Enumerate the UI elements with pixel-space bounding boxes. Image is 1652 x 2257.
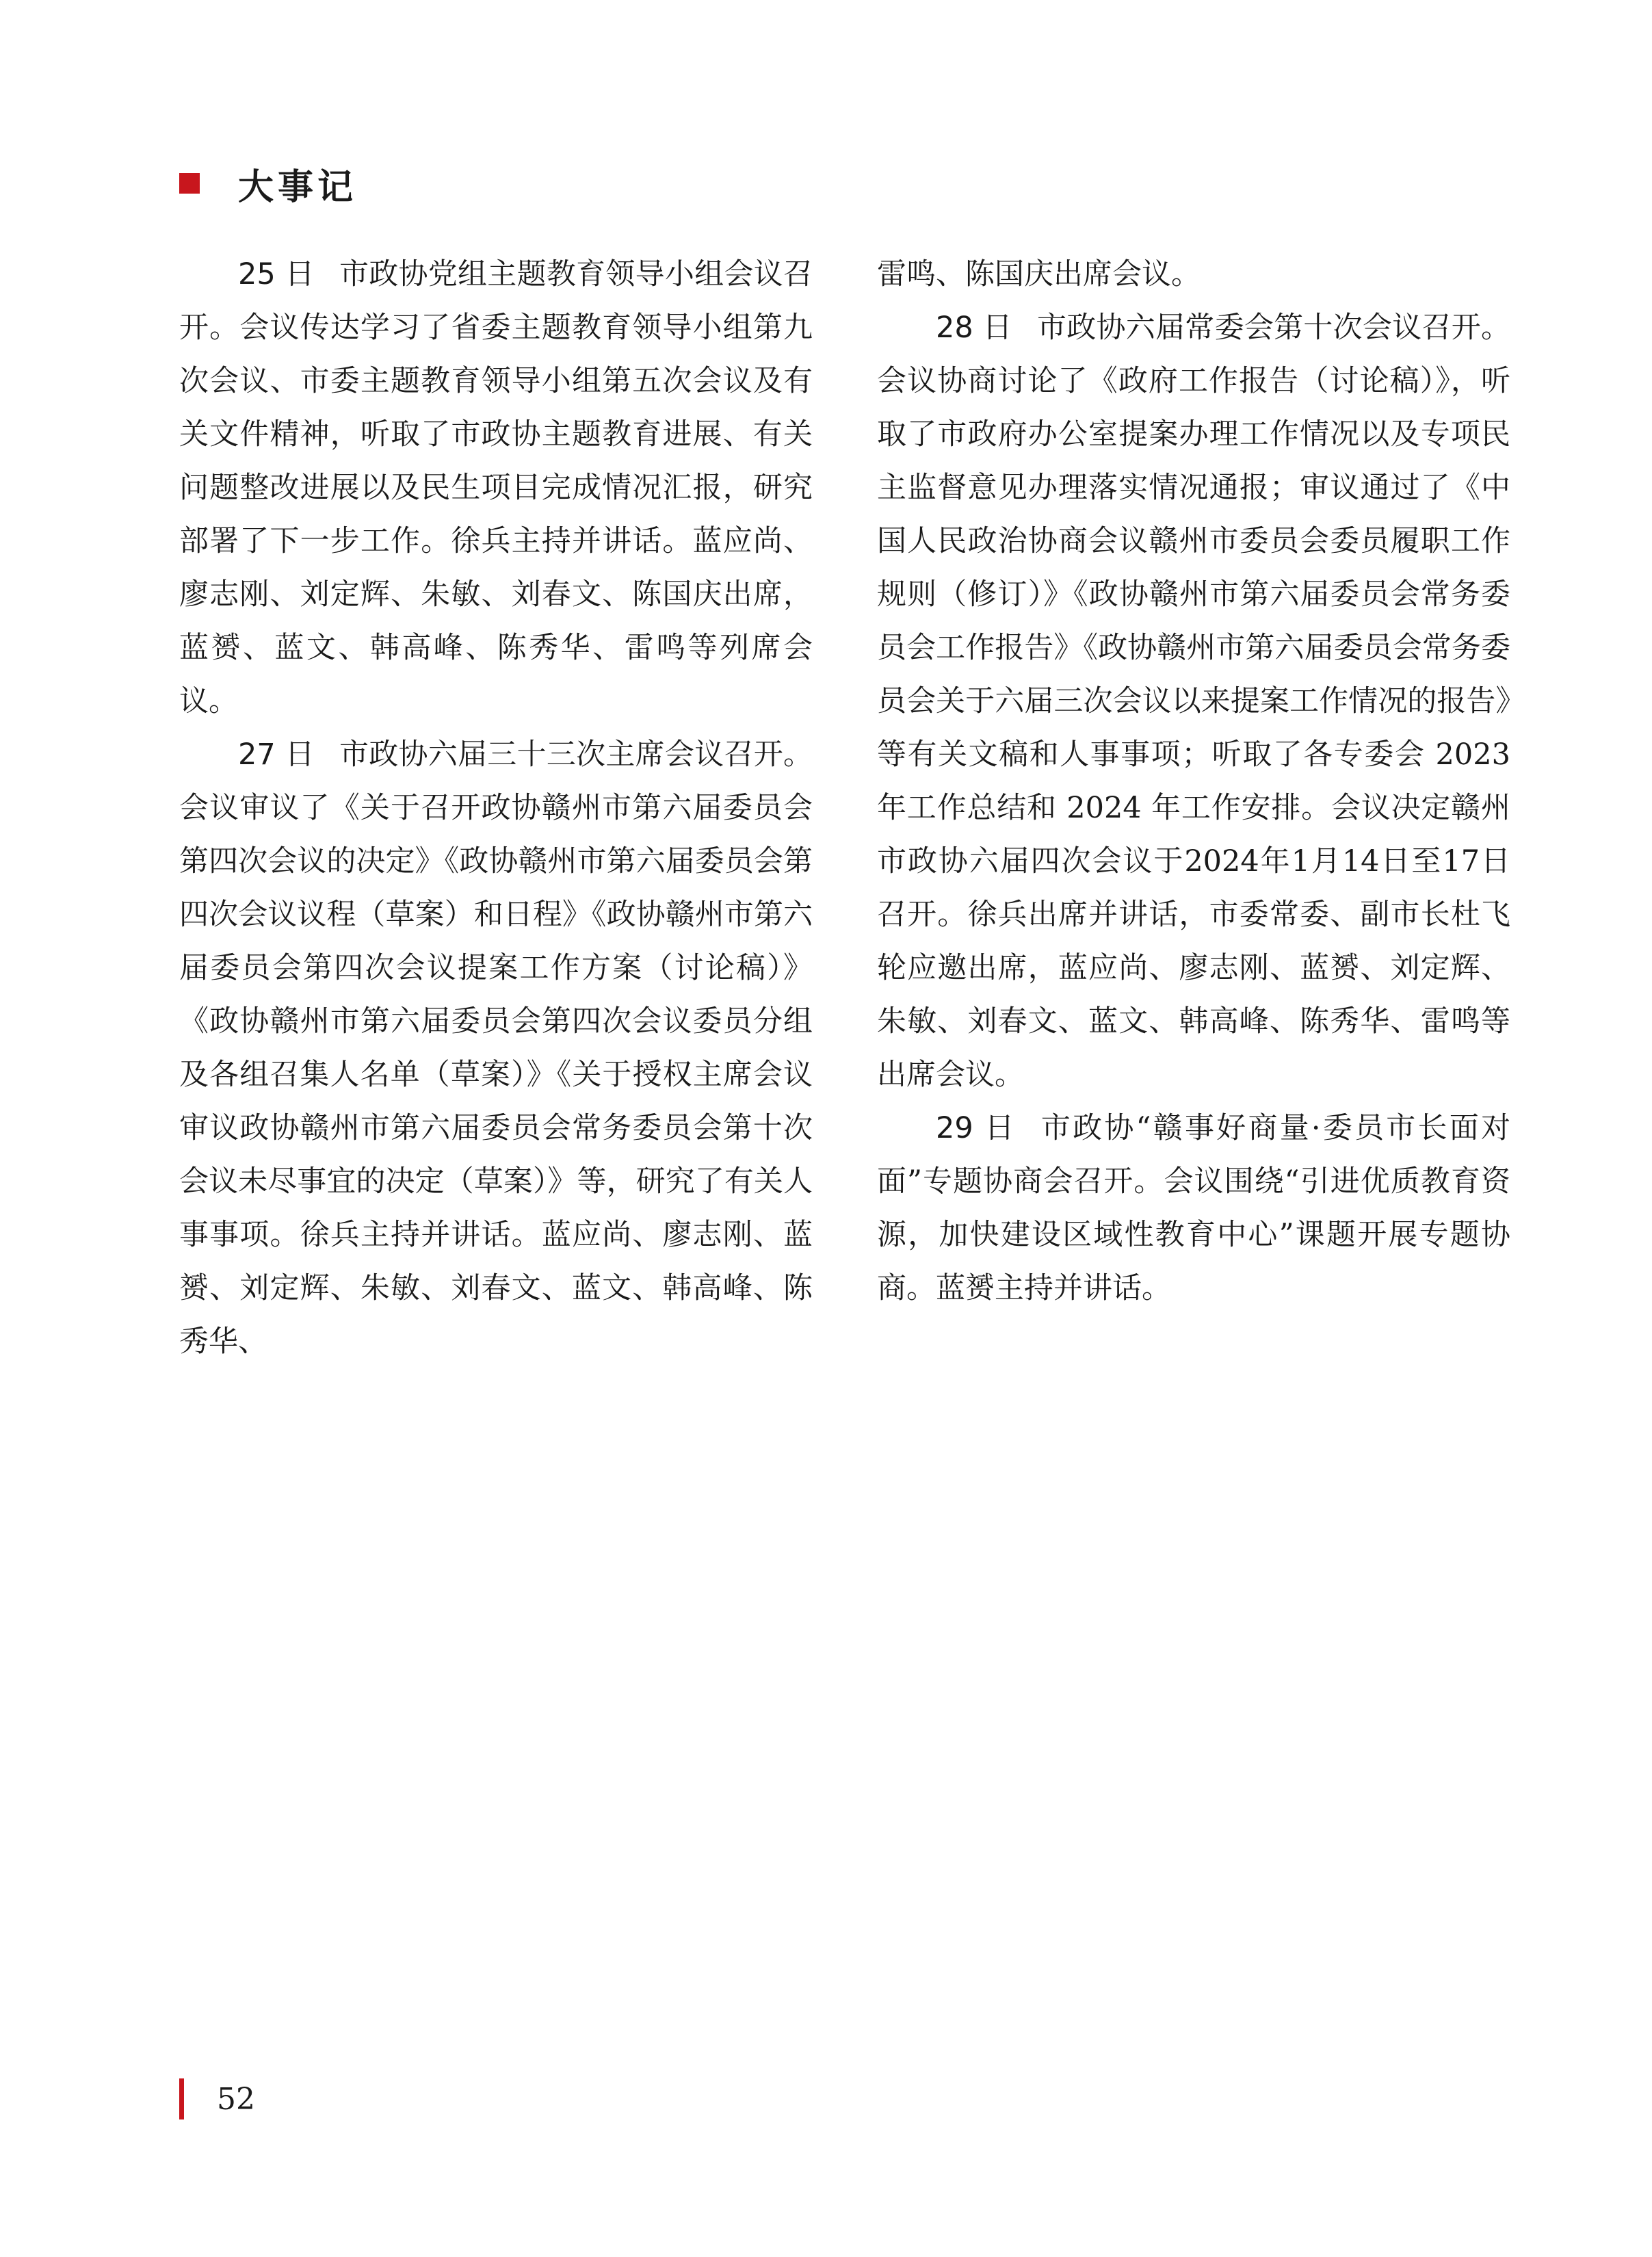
page-footer — [179, 2077, 255, 2121]
red-bar-icon — [179, 2078, 184, 2119]
section-header — [179, 156, 357, 211]
entry-text: 市政协党组主题教育领导小组会议召开。会议传达学习了省委主题教育领导小组第九次会议、市委主题教育领导小组第五次会议及有关文件精神，听取了市政协主题教育进展、有关问题整改进展以及民生项目完成情况汇报，研究部署了下一步工作。徐兵主持并讲话。蓝应尚、廖志刚、刘定辉、朱敏、刘春文、陈国庆出席，蓝赟、蓝文、韩高峰、陈秀华、雷鸣等列席会议。 — [179, 257, 813, 718]
entry-text: 市政协六届三十三次主席会议召开。会议审议了《关于召开政协赣州市第六届委员会第四次会议的决定》《政协赣州市第六届委员会第四次会议议程（草案）和日程》《政协赣州市第六届委员会第四次会议提案工作方案（讨论稿）》《政协赣州市第六届委员会第四次会议委员分组及各组召集人名单（草案）》《关于授权主席会议审议政协赣州市第六届委员会常务委员会第十次会议未尽事宜的决定（草案）》等，研究了有关人事事项。徐兵主持并讲话。蓝应尚、廖志刚、蓝赟、刘定辉、朱敏、刘春文、蓝文、韩高峰、陈秀华、 — [179, 738, 813, 1359]
entry-text: 市政协“赣事好商量·委员市长面对面”专题协商会召开。会议围绕“引进优质教育资源，加快建设区域性教育中心”课题开展专题协商。蓝赟主持并讲话。 — [877, 1111, 1510, 1305]
entry-date: 27 日 — [238, 738, 315, 772]
entry-text: 雷鸣、陈国庆出席会议。 — [877, 257, 1201, 291]
entry-text: 市政协六届常委会第十次会议召开。会议协商讨论了《政府工作报告（讨论稿）》，听取了市政府办公室提案办理工作情况以及专项民主监督意见办理落实情况通报；审议通过了《中国人民政治协商会议赣州市委员会委员履职工作规则（修订）》《政协赣州市第六届委员会常务委员会工作报告》《政协赣州市第六届委员会常务委员会关于六届三次会议以来提案工作情况的报告》等有关文稿和人事事项；听取了各专委会 2023 年工作总结和 2024 年工作安排。会议决定赣州市政协六届四次会议于2024年1月14日至17日召开。徐兵出席并讲话，市委常委、副市长杜飞轮应邀出席，蓝应尚、廖志刚、蓝赟、刘定辉、朱敏、刘春文、蓝文、韩高峰、陈秀华、雷鸣等出席会议。 — [877, 311, 1511, 1092]
right-column — [877, 248, 1510, 1315]
red-square-icon — [179, 173, 200, 194]
entry-28 — [877, 301, 1510, 1101]
entry-27 — [179, 728, 813, 1368]
page-number: 52 — [217, 2081, 255, 2117]
entry-date: 25 日 — [238, 257, 315, 291]
section-title: 大事记 — [238, 166, 358, 208]
entry-date: 28 日 — [936, 311, 1012, 345]
entry-29 — [877, 1101, 1510, 1315]
entry-date: 29 日 — [936, 1111, 1017, 1145]
left-column — [179, 248, 813, 1368]
entry-27-continued — [877, 248, 1510, 301]
entry-25 — [179, 248, 813, 728]
